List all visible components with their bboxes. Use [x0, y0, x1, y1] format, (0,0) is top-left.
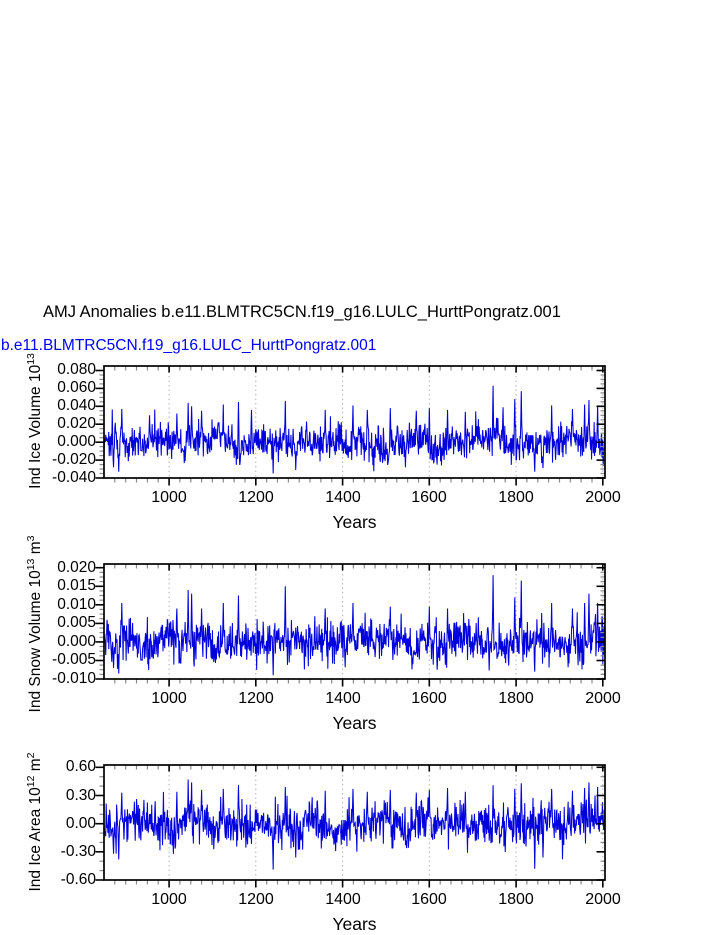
ylabel-superscript: 2 [25, 752, 37, 759]
x-tick-label: 1000 [151, 690, 187, 707]
y-tick-label: 0.60 [65, 758, 96, 775]
y-tick-label: 0.020 [57, 415, 96, 432]
x-tick-label: 1000 [151, 891, 187, 908]
axis-box [104, 366, 605, 478]
x-axis-label-panel3: Years [332, 914, 377, 934]
data-series-ind-ice-volume [104, 386, 605, 474]
y-tick-label: 0.040 [57, 397, 96, 414]
ylabel-superscript: 3 [25, 535, 37, 542]
x-tick-label: 1200 [238, 891, 274, 908]
x-tick-label: 1600 [411, 891, 447, 908]
x-axis-label-panel2: Years [332, 713, 377, 733]
y-tick-label: 0.00 [65, 815, 96, 832]
y-tick-label: -0.60 [60, 871, 96, 888]
x-tick-label: 1800 [498, 489, 534, 506]
ylabel-superscript: 12 [25, 775, 37, 788]
data-series-ind-snow-volume [104, 575, 605, 675]
y-tick-label: 0.30 [65, 787, 96, 804]
x-tick-label: 1000 [151, 489, 187, 506]
x-tick-label: 1600 [411, 690, 447, 707]
y-tick-label: 0.005 [57, 614, 96, 631]
figure-title: AMJ Anomalies b.e11.BLMTRC5CN.f19_g16.LULC_HurttPongratz.001 [43, 303, 561, 321]
y-tick-label: 0.060 [57, 379, 96, 396]
gridlines [169, 565, 603, 678]
x-tick-label: 1400 [325, 489, 361, 506]
y-tick-label: 0.020 [57, 559, 96, 576]
x-tick-label: 1200 [238, 489, 274, 506]
panel-ind-snow-volume [96, 564, 606, 687]
panel-ind-ice-volume [96, 366, 606, 486]
ylabel-text: Ind Ice Volume 10 [27, 364, 44, 489]
y-tick-label: 0.010 [57, 596, 96, 613]
y-tick-label: 0.000 [57, 433, 96, 450]
ylabel-superscript: 13 [25, 353, 37, 365]
ylabel-text: Ind Ice Area 10 [27, 787, 44, 892]
x-tick-label: 1800 [498, 690, 534, 707]
x-tick-label: 2000 [585, 891, 621, 908]
y-tick-label: -0.040 [52, 469, 96, 486]
x-tick-label: 1600 [411, 489, 447, 506]
y-tick-label: 0.000 [57, 633, 96, 650]
x-tick-label: 1400 [325, 891, 361, 908]
ticks [96, 366, 606, 486]
data-series-ind-ice-area [104, 780, 605, 870]
x-tick-label: 1400 [325, 690, 361, 707]
y-tick-label: 0.015 [57, 577, 96, 594]
ylabel-text: Ind Snow Volume 10 [27, 570, 44, 713]
x-tick-label: 2000 [585, 489, 621, 506]
x-tick-label: 1200 [238, 690, 274, 707]
panel-ind-ice-area [96, 765, 606, 888]
y-tick-label: 0.080 [57, 361, 96, 378]
case-label: b.e11.BLMTRC5CN.f19_g16.LULC_HurttPongratz.001 [1, 337, 377, 354]
ylabel-text: m [27, 541, 44, 559]
y-tick-label: -0.010 [52, 670, 96, 687]
y-tick-label: -0.30 [60, 843, 96, 860]
gridlines [169, 367, 603, 477]
x-tick-label: 2000 [585, 690, 621, 707]
x-axis-label-panel1: Years [332, 512, 377, 532]
y-tick-label: -0.005 [52, 651, 96, 668]
x-tick-label: 1800 [498, 891, 534, 908]
y-tick-label: -0.020 [52, 451, 96, 468]
ylabel-superscript: 13 [25, 558, 37, 571]
ylabel-text: m [27, 758, 44, 776]
